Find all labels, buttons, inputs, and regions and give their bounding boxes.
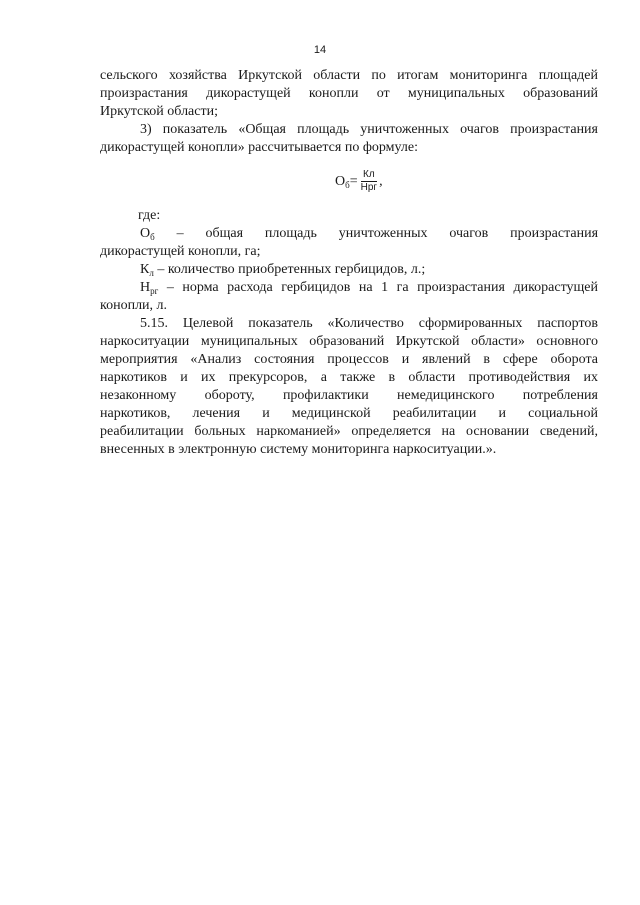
text-line: конопли, л.	[100, 298, 168, 313]
definition-kl: $К_л$ – количество приобретенных гербицидов, л.;	[140, 262, 426, 278]
section-515-line: реабилитации больных наркоманией» определяется на основании сведений,	[100, 424, 598, 439]
section-515-line: наркотиков и их прекурсоров, а также в области противодействия их	[100, 370, 598, 385]
formula-lhs: $О_б$	[335, 173, 350, 190]
section-515-line: 5.15. Целевой показатель «Количество сформированных паспортов	[140, 316, 598, 331]
where-label: где:	[138, 208, 161, 223]
text-line: 3) показатель «Общая площадь уничтоженных очагов произрастания	[140, 122, 598, 137]
section-515-line: незаконному обороту, профилактики немедицинского потребления	[100, 388, 598, 403]
section-515-line: внесенных в электронную систему мониторинга наркоситуации.».	[100, 442, 497, 457]
formula	[100, 157, 598, 207]
formula-denominator: Нрг	[360, 182, 378, 193]
page-number: 14	[313, 44, 327, 56]
text-line: Иркутской области;	[100, 104, 218, 119]
formula-equals: =	[349, 173, 358, 189]
text-line: произрастания дикорастущей конопли от муниципальных образований	[100, 86, 598, 101]
section-515-line: наркоситуации муниципальных образований Иркутской области» основного	[100, 334, 598, 349]
formula-fraction	[359, 169, 379, 194]
definition-nrg: $Н_{рг}$ – норма расхода гербицидов на 1 га произрастания дикорастущей	[140, 280, 599, 296]
definition-ob: $О_б$ – общая площадь уничтоженных очагов произрастания	[140, 226, 599, 242]
section-515-line: наркотиков, лечения и медицинской реабилитации и социальной	[100, 406, 598, 421]
text-line: дикорастущей конопли, га;	[100, 244, 261, 259]
formula-numerator: Кл	[363, 169, 375, 180]
text-line: сельского хозяйства Иркутской области по итогам мониторинга площадей	[100, 68, 598, 83]
section-515-line: мероприятия «Анализ состояния процессов и явлений в сфере оборота	[100, 352, 598, 367]
text-line: дикорастущей конопли» рассчитывается по формуле:	[100, 140, 419, 155]
document-body	[100, 67, 598, 459]
formula-trailing: ,	[379, 173, 383, 189]
